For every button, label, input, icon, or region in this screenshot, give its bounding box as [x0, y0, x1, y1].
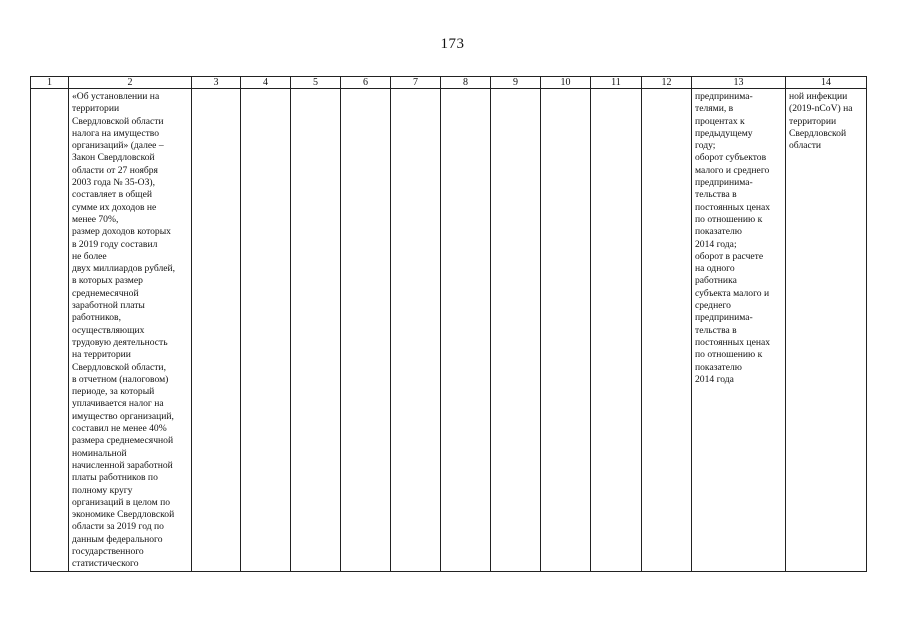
cell-text-3: [192, 89, 240, 91]
header-cell-12: 12: [642, 77, 692, 89]
document-table: [30, 76, 867, 572]
header-cell-11: 11: [591, 77, 642, 89]
cell-text-10: [541, 89, 590, 91]
table-cell-8: [441, 89, 491, 572]
header-cell-8: 8: [441, 77, 491, 89]
cell-text-2: «Об установлении на территории Свердловской области налога на имущество организаций» (далее – Закон Свердловской области от 27 ноября 2003 года № 35-ОЗ), составляет в общей сумме их доходов не менее 70%, размер доходов которых в 2019 году составил не более двух миллиардов рублей, в которых размер среднемесячной заработной платы работников, осуществляющих трудовую деятельность на территории Свердловской области, в отчетном (налоговом) периоде, за который уплачивается налог на имущество организаций, составил не менее 40% размера среднемесячной номинальной начисленной заработной платы работников по полному кругу организаций в целом по экономике Свердловской области за 2019 год по данным федерального государственного статистического: [72, 91, 176, 570]
table-cell-5: [291, 89, 341, 572]
cell-text-6: [341, 89, 390, 91]
cell-text-14: ной инфекции (2019-nCoV) на территории Свердловской области: [789, 91, 853, 152]
header-cell-14: 14: [786, 77, 867, 89]
cell-text-5: [291, 89, 340, 91]
table-cell-11: [591, 89, 642, 572]
table-row: [31, 89, 867, 572]
cell-text-9: [491, 89, 540, 91]
header-cell-9: 9: [491, 77, 541, 89]
cell-text-7: [391, 89, 440, 91]
cell-text-1: [31, 89, 68, 91]
table-cell-10: [541, 89, 591, 572]
cell-text-12: [642, 89, 691, 91]
cell-text-4: [241, 89, 290, 91]
header-cell-6: 6: [341, 77, 391, 89]
table-cell-1: [31, 89, 69, 572]
table-cell-6: [341, 89, 391, 572]
header-cell-7: 7: [391, 77, 441, 89]
header-cell-10: 10: [541, 77, 591, 89]
header-cell-3: 3: [192, 77, 241, 89]
cell-text-13: предпринима- телями, в процентах к предыдущему году; оборот субъектов малого и среднего предпринима- тельства в постоянных ценах по отношению к показателю 2014 года; оборот в расчете на одного работника субъекта малого и среднего предпринима- тельства в постоянных ценах по отношению к показателю 2014 года: [695, 91, 771, 385]
cell-text-8: [441, 89, 490, 91]
table-cell-14: [786, 89, 867, 572]
header-cell-13: 13: [692, 77, 786, 89]
header-cell-4: 4: [241, 77, 291, 89]
table-cell-12: [642, 89, 692, 572]
header-cell-1: 1: [31, 77, 69, 89]
header-row: [31, 77, 867, 89]
table-cell-2: [69, 89, 192, 572]
table-cell-4: [241, 89, 291, 572]
table-cell-3: [192, 89, 241, 572]
table-cell-13: [692, 89, 786, 572]
header-cell-5: 5: [291, 77, 341, 89]
page-number: 173: [440, 36, 465, 52]
table-cell-9: [491, 89, 541, 572]
cell-text-11: [591, 89, 641, 91]
table-cell-7: [391, 89, 441, 572]
header-cell-2: 2: [69, 77, 192, 89]
